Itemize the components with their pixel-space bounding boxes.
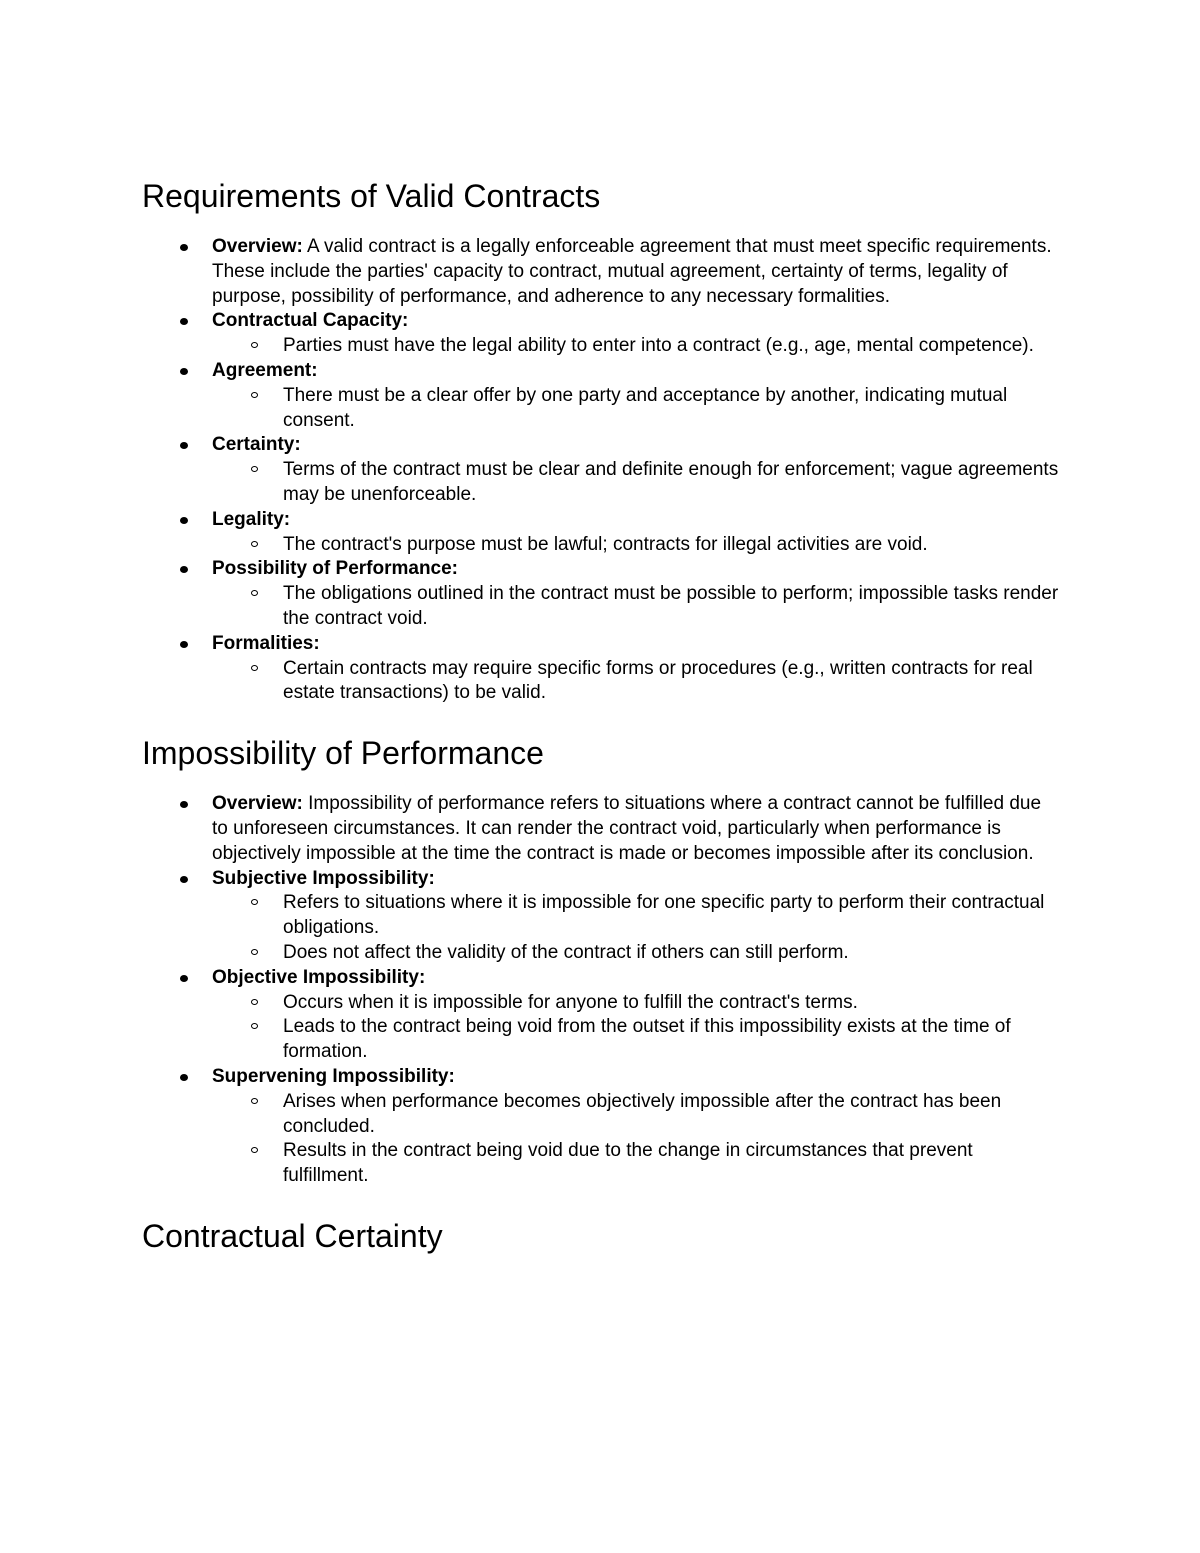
list-item xyxy=(212,557,1062,631)
list-item xyxy=(212,309,1062,359)
section-heading: Impossibility of Performance xyxy=(142,735,544,772)
section-valid-contracts xyxy=(142,176,1062,706)
sub-list-item: Terms of the contract must be clear and definite enough for enforcement; vague agreements may be unenforceable. xyxy=(283,458,1062,508)
sub-list-item: Occurs when it is impossible for anyone to fulfill the contract's terms. xyxy=(283,991,1062,1016)
item-label: Contractual Capacity: xyxy=(212,310,409,332)
sub-list xyxy=(283,1090,1062,1189)
list-item xyxy=(212,966,1062,1065)
list-item xyxy=(212,1065,1062,1189)
list-item xyxy=(212,433,1062,507)
sub-list-item: Refers to situations where it is impossible for one specific party to perform their contractual obligations. xyxy=(283,891,1062,941)
item-text: Impossibility of performance refers to situations where a contract cannot be fulfilled due to unforeseen circumstances. It can render the contract void, particularly when performance is objectively impossible at the time the contract is made or becomes impossible after its conclusion. xyxy=(212,793,1042,864)
item-text: A valid contract is a legally enforceable agreement that must meet specific requirements. These include the parties' capacity to contract, mutual agreement, certainty of terms, legality of purpose, possibility of performance, and adherence to any necessary formalities. xyxy=(212,236,1052,307)
document-page xyxy=(142,176,1062,1275)
sub-list xyxy=(283,458,1062,508)
item-label: Certainty: xyxy=(212,434,301,456)
item-label: Possibility of Performance: xyxy=(212,558,459,580)
sub-list-item: Certain contracts may require specific forms or procedures (e.g., written contracts for real estate transactions) to be valid. xyxy=(283,657,1062,707)
item-label: Subjective Impossibility: xyxy=(212,867,435,889)
sub-list-item: The contract's purpose must be lawful; contracts for illegal activities are void. xyxy=(283,533,1062,558)
item-label: Overview: xyxy=(212,793,303,815)
section-heading: Contractual Certainty xyxy=(142,1217,443,1254)
item-label: Formalities: xyxy=(212,632,320,654)
list-item xyxy=(212,792,1062,866)
bullet-list xyxy=(212,792,1062,1189)
sub-list-item: Leads to the contract being void from the outset if this impossibility exists at the time of formation. xyxy=(283,1015,1062,1065)
sub-list xyxy=(283,657,1062,707)
sub-list-item: Results in the contract being void due to the change in circumstances that prevent fulfillment. xyxy=(283,1139,1062,1189)
sub-list-item: Arises when performance becomes objectively impossible after the contract has been concluded. xyxy=(283,1090,1062,1140)
section-contractual-certainty xyxy=(142,1216,1062,1256)
section-heading: Requirements of Valid Contracts xyxy=(142,178,601,214)
sub-list xyxy=(283,384,1062,434)
sub-list-item: Parties must have the legal ability to enter into a contract (e.g., age, mental competence). xyxy=(283,334,1062,359)
sub-list-item: Does not affect the validity of the contract if others can still perform. xyxy=(283,941,1062,966)
list-item xyxy=(212,235,1062,309)
sub-list-item: There must be a clear offer by one party and acceptance by another, indicating mutual consent. xyxy=(283,384,1062,434)
item-label: Overview: xyxy=(212,236,303,257)
list-item xyxy=(212,632,1062,706)
item-label: Legality: xyxy=(212,508,291,530)
section-impossibility xyxy=(142,733,1062,1189)
sub-list xyxy=(283,991,1062,1065)
sub-list xyxy=(283,891,1062,965)
item-label: Objective Impossibility: xyxy=(212,966,426,988)
sub-list xyxy=(283,533,1062,558)
item-label: Agreement: xyxy=(212,359,318,381)
sub-list-item: The obligations outlined in the contract must be possible to perform; impossible tasks render the contract void. xyxy=(283,582,1062,632)
list-item xyxy=(212,867,1062,966)
sub-list xyxy=(283,582,1062,632)
item-label: Supervening Impossibility: xyxy=(212,1065,455,1087)
list-item xyxy=(212,359,1062,433)
bullet-list xyxy=(212,235,1062,706)
sub-list xyxy=(283,334,1062,359)
list-item xyxy=(212,508,1062,558)
